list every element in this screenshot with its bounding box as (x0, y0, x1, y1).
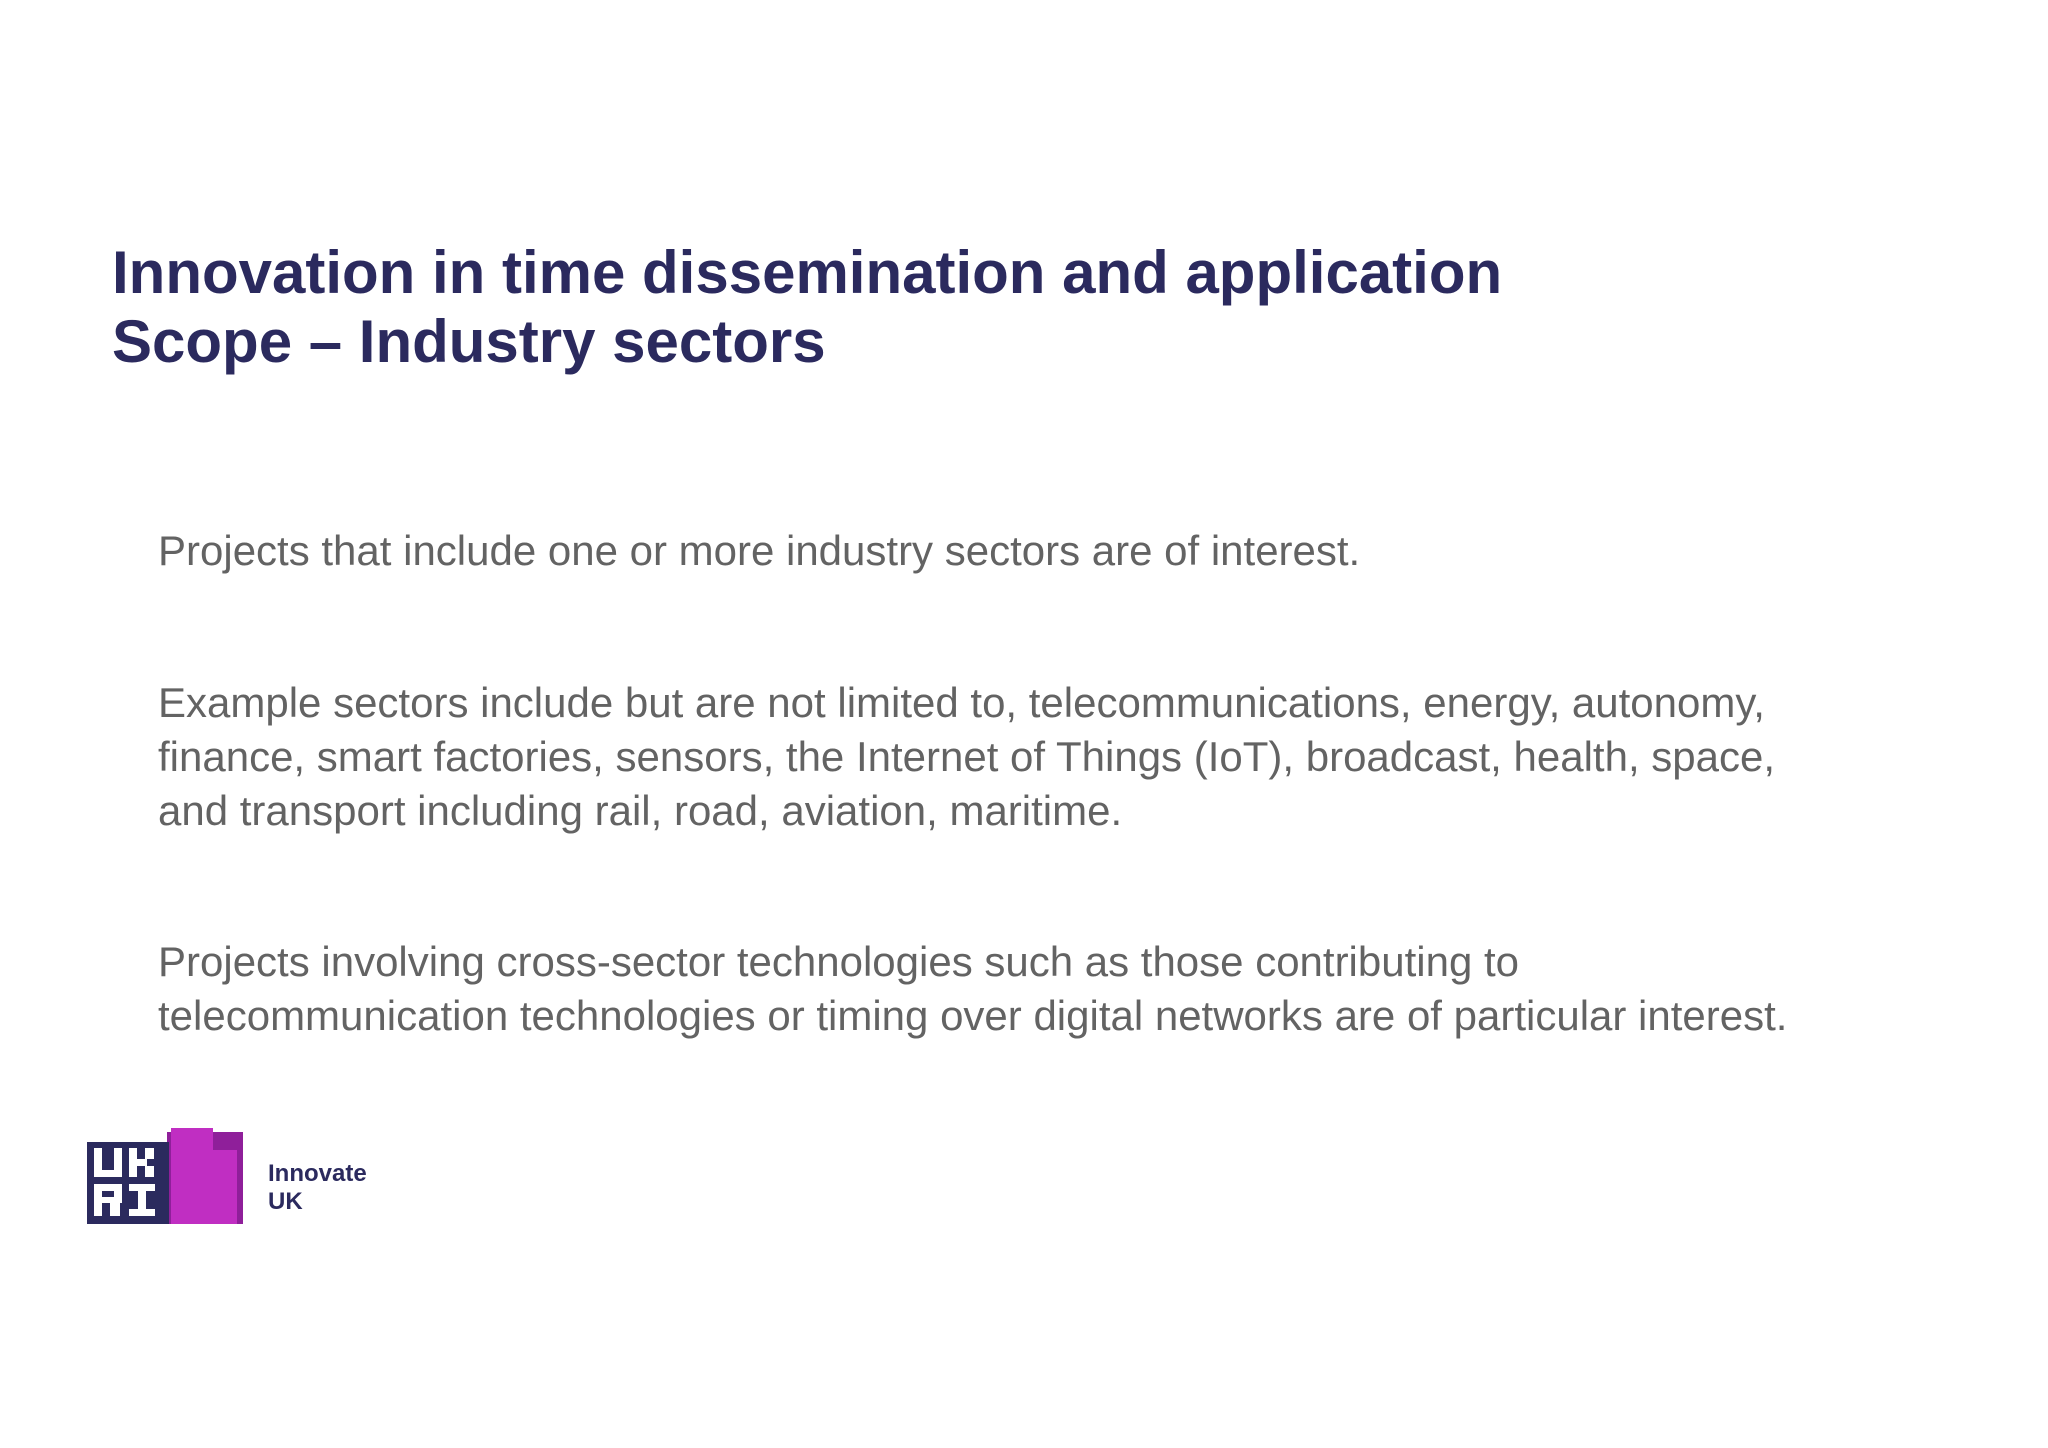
title-line-1: Innovation in time dissemination and application (112, 239, 1503, 306)
innovate-uk-logo (87, 1128, 387, 1228)
paragraph-cross-sector (158, 935, 1787, 1043)
paragraph-line: and transport including rail, road, aviation, maritime. (158, 787, 1123, 834)
title-line-2: Scope – Industry sectors (112, 308, 826, 375)
logo-text-uk: UK (268, 1188, 303, 1215)
paragraph-line: Projects involving cross-sector technologies such as those contributing to (158, 938, 1520, 985)
paragraph-line: Example sectors include but are not limited to, telecommunications, energy, autonomy, (158, 679, 1765, 726)
paragraph-interest (158, 524, 1360, 578)
paragraph-example-sectors (158, 676, 1775, 838)
paragraph-line: finance, smart factories, sensors, the Internet of Things (IoT), broadcast, health, space, (158, 733, 1776, 780)
slide-title (112, 238, 1502, 376)
ukri-logo-icon (87, 1128, 257, 1228)
logo-text-innovate: Innovate (268, 1160, 367, 1187)
paragraph-line: Projects that include one or more industry sectors are of interest. (158, 527, 1361, 574)
paragraph-line: telecommunication technologies or timing over digital networks are of particular interest. (158, 992, 1788, 1039)
logo-text (268, 1160, 367, 1216)
